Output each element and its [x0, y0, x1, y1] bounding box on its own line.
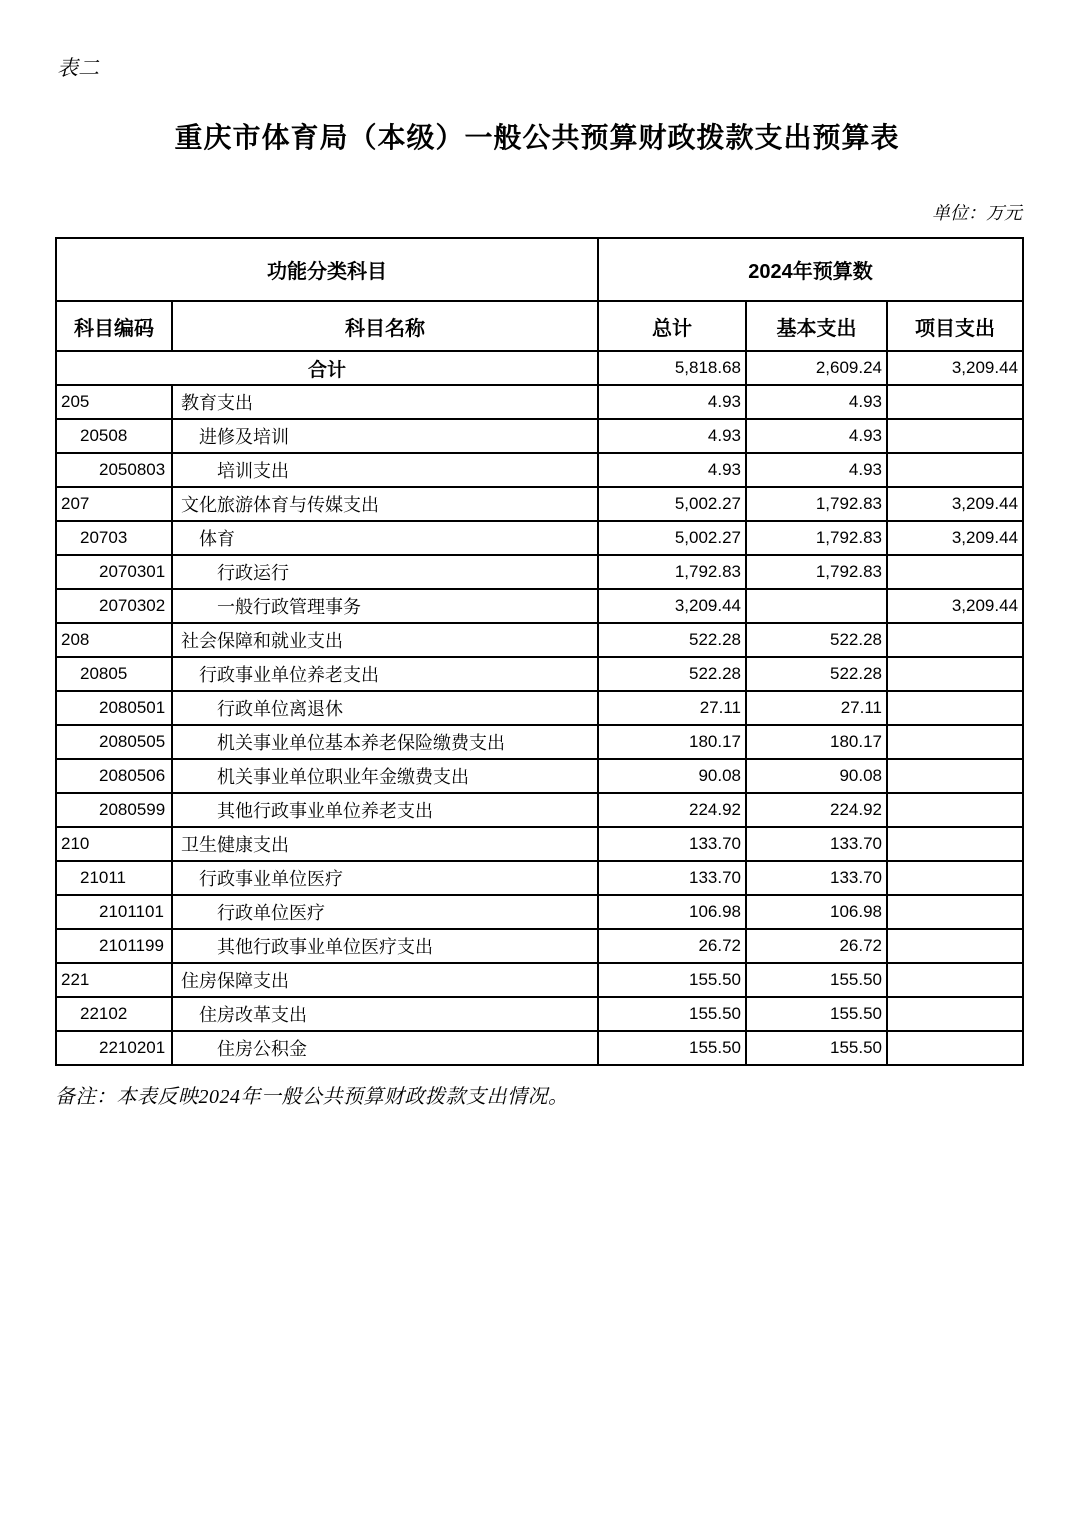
- code-cell: 21011: [56, 861, 172, 895]
- name-cell: 行政单位医疗: [172, 895, 598, 929]
- basic-cell: 155.50: [746, 997, 887, 1031]
- project-cell: [887, 657, 1023, 691]
- code-cell: 20805: [56, 657, 172, 691]
- basic-cell: 4.93: [746, 419, 887, 453]
- basic-cell: 133.70: [746, 827, 887, 861]
- budget-row: [56, 963, 1023, 997]
- total-cell: 180.17: [598, 725, 746, 759]
- code-cell: 208: [56, 623, 172, 657]
- header-budget-2024: 2024年预算数: [598, 238, 1023, 301]
- header-subject-code: 科目编码: [56, 301, 172, 351]
- basic-cell: 180.17: [746, 725, 887, 759]
- budget-row: [56, 589, 1023, 623]
- header-subject-name: 科目名称: [172, 301, 598, 351]
- header-project-expense: 项目支出: [887, 301, 1023, 351]
- total-cell: 155.50: [598, 997, 746, 1031]
- name-cell: 行政事业单位医疗: [172, 861, 598, 895]
- name-cell: 住房保障支出: [172, 963, 598, 997]
- total-cell: 5,002.27: [598, 487, 746, 521]
- code-cell: 2080599: [56, 793, 172, 827]
- budget-row: [56, 487, 1023, 521]
- basic-cell: 155.50: [746, 1031, 887, 1065]
- project-cell: [887, 385, 1023, 419]
- basic-cell: 133.70: [746, 861, 887, 895]
- budget-row: [56, 861, 1023, 895]
- budget-table: [55, 237, 1024, 1066]
- budget-row: [56, 827, 1023, 861]
- code-cell: 2080505: [56, 725, 172, 759]
- header-basic-expense: 基本支出: [746, 301, 887, 351]
- code-cell: 2101199: [56, 929, 172, 963]
- code-cell: 210: [56, 827, 172, 861]
- project-cell: [887, 997, 1023, 1031]
- code-cell: 2050803: [56, 453, 172, 487]
- name-cell: 行政单位离退休: [172, 691, 598, 725]
- total-cell: 522.28: [598, 657, 746, 691]
- budget-row: [56, 521, 1023, 555]
- total-cell: 4.93: [598, 385, 746, 419]
- total-cell: 522.28: [598, 623, 746, 657]
- code-cell: 20508: [56, 419, 172, 453]
- budget-row: [56, 657, 1023, 691]
- name-cell: 进修及培训: [172, 419, 598, 453]
- total-cell: 155.50: [598, 963, 746, 997]
- project-cell: [887, 623, 1023, 657]
- name-cell: 其他行政事业单位养老支出: [172, 793, 598, 827]
- code-cell: 20703: [56, 521, 172, 555]
- code-cell: 2210201: [56, 1031, 172, 1065]
- name-cell: 机关事业单位职业年金缴费支出: [172, 759, 598, 793]
- project-cell: [887, 1031, 1023, 1065]
- name-cell: 住房改革支出: [172, 997, 598, 1031]
- name-cell: 教育支出: [172, 385, 598, 419]
- code-cell: 2080506: [56, 759, 172, 793]
- header-columns-row: [56, 301, 1023, 351]
- basic-cell: 4.93: [746, 453, 887, 487]
- basic-cell: [746, 589, 887, 623]
- total-cell: 133.70: [598, 827, 746, 861]
- basic-cell: 26.72: [746, 929, 887, 963]
- total-cell: 224.92: [598, 793, 746, 827]
- project-cell: 3,209.44: [887, 589, 1023, 623]
- project-cell: 3,209.44: [887, 521, 1023, 555]
- basic-cell: 90.08: [746, 759, 887, 793]
- project-cell: [887, 725, 1023, 759]
- name-cell: 其他行政事业单位医疗支出: [172, 929, 598, 963]
- total-cell: 5,002.27: [598, 521, 746, 555]
- basic-cell: 522.28: [746, 657, 887, 691]
- total-project-cell: 3,209.44: [887, 351, 1023, 385]
- total-cell: 1,792.83: [598, 555, 746, 589]
- code-cell: 2101101: [56, 895, 172, 929]
- basic-cell: 522.28: [746, 623, 887, 657]
- name-cell: 行政运行: [172, 555, 598, 589]
- name-cell: 卫生健康支出: [172, 827, 598, 861]
- budget-row: [56, 793, 1023, 827]
- budget-row: [56, 929, 1023, 963]
- code-cell: 22102: [56, 997, 172, 1031]
- basic-cell: 106.98: [746, 895, 887, 929]
- budget-row: [56, 759, 1023, 793]
- total-row: [56, 351, 1023, 385]
- budget-row: [56, 691, 1023, 725]
- name-cell: 社会保障和就业支出: [172, 623, 598, 657]
- page-title: 重庆市体育局（本级）一般公共预算财政拨款支出预算表: [174, 123, 900, 154]
- project-cell: [887, 419, 1023, 453]
- name-cell: 行政事业单位养老支出: [172, 657, 598, 691]
- total-label-cell: 合计: [56, 351, 598, 385]
- code-cell: 221: [56, 963, 172, 997]
- code-cell: 2070301: [56, 555, 172, 589]
- header-function-classification: 功能分类科目: [56, 238, 598, 301]
- total-cell: 4.93: [598, 419, 746, 453]
- project-cell: [887, 691, 1023, 725]
- budget-row: [56, 895, 1023, 929]
- name-cell: 一般行政管理事务: [172, 589, 598, 623]
- basic-cell: 1,792.83: [746, 555, 887, 589]
- project-cell: [887, 453, 1023, 487]
- project-cell: [887, 895, 1023, 929]
- project-cell: [887, 793, 1023, 827]
- total-cell: 155.50: [598, 1031, 746, 1065]
- budget-row: [56, 453, 1023, 487]
- basic-cell: 1,792.83: [746, 521, 887, 555]
- total-cell: 106.98: [598, 895, 746, 929]
- project-cell: [887, 861, 1023, 895]
- budget-row: [56, 1031, 1023, 1065]
- basic-cell: 224.92: [746, 793, 887, 827]
- total-basic-cell: 2,609.24: [746, 351, 887, 385]
- total-cell: 26.72: [598, 929, 746, 963]
- total-cell: 27.11: [598, 691, 746, 725]
- basic-cell: 4.93: [746, 385, 887, 419]
- code-cell: 2080501: [56, 691, 172, 725]
- header-group-row: [56, 238, 1023, 301]
- budget-row: [56, 555, 1023, 589]
- code-cell: 207: [56, 487, 172, 521]
- project-cell: [887, 929, 1023, 963]
- name-cell: 住房公积金: [172, 1031, 598, 1065]
- unit-label: 单位：万元: [932, 203, 1022, 223]
- basic-cell: 27.11: [746, 691, 887, 725]
- header-total: 总计: [598, 301, 746, 351]
- budget-row: [56, 623, 1023, 657]
- basic-cell: 1,792.83: [746, 487, 887, 521]
- footnote: 备注：本表反映2024年一般公共预算财政拨款支出情况。: [55, 1086, 569, 1108]
- table-number-label: 表二: [57, 56, 99, 80]
- total-cell: 90.08: [598, 759, 746, 793]
- name-cell: 体育: [172, 521, 598, 555]
- budget-table-body: [56, 351, 1023, 1065]
- budget-row: [56, 997, 1023, 1031]
- code-cell: 205: [56, 385, 172, 419]
- project-cell: [887, 827, 1023, 861]
- total-cell: 3,209.44: [598, 589, 746, 623]
- total-cell: 133.70: [598, 861, 746, 895]
- name-cell: 文化旅游体育与传媒支出: [172, 487, 598, 521]
- project-cell: [887, 759, 1023, 793]
- project-cell: 3,209.44: [887, 487, 1023, 521]
- budget-row: [56, 385, 1023, 419]
- total-total-cell: 5,818.68: [598, 351, 746, 385]
- code-cell: 2070302: [56, 589, 172, 623]
- project-cell: [887, 555, 1023, 589]
- total-cell: 4.93: [598, 453, 746, 487]
- budget-row: [56, 419, 1023, 453]
- budget-row: [56, 725, 1023, 759]
- project-cell: [887, 963, 1023, 997]
- name-cell: 机关事业单位基本养老保险缴费支出: [172, 725, 598, 759]
- budget-table-header: [56, 238, 1023, 351]
- basic-cell: 155.50: [746, 963, 887, 997]
- name-cell: 培训支出: [172, 453, 598, 487]
